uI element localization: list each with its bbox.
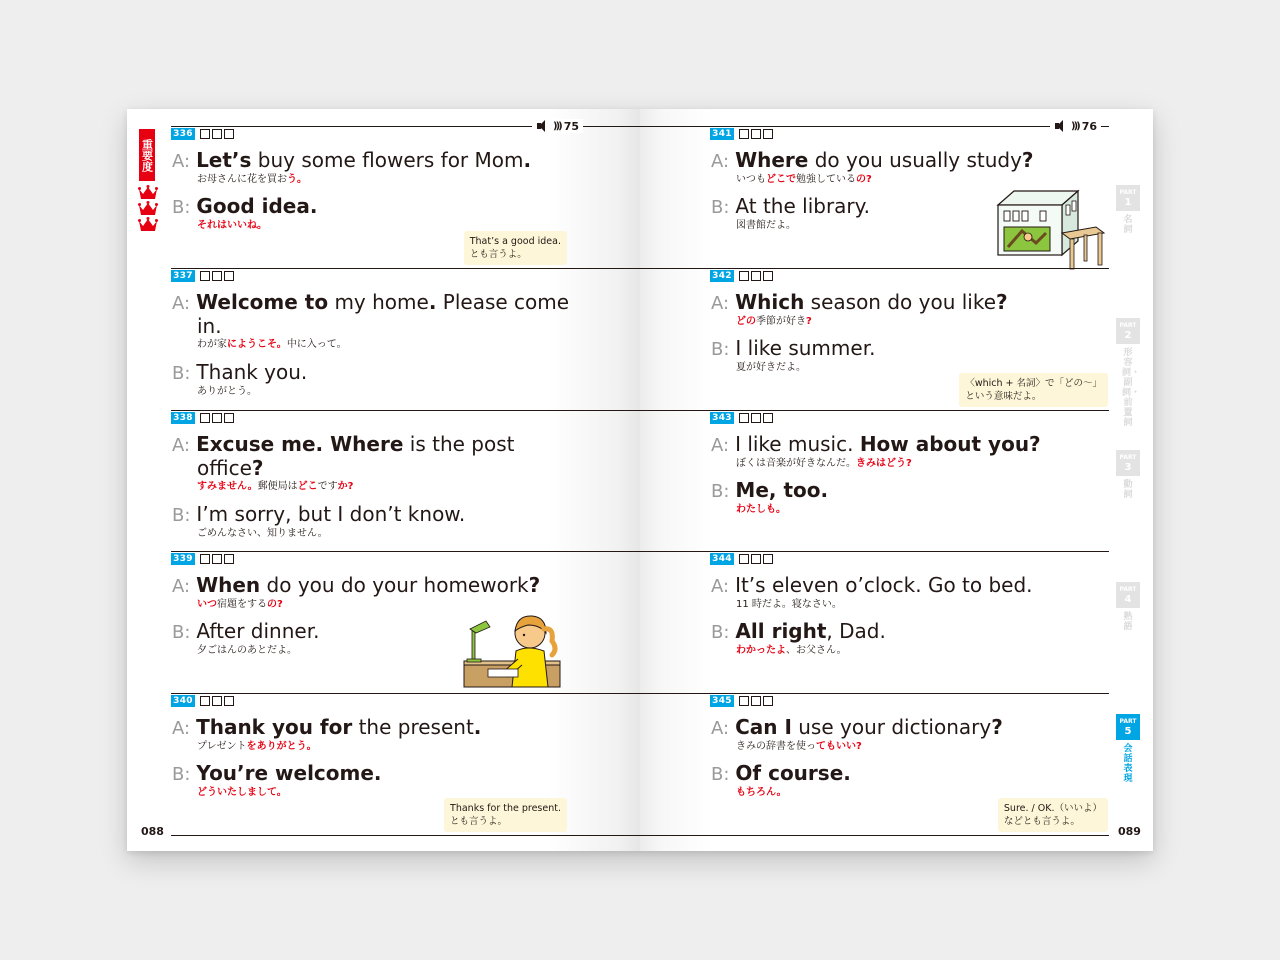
dialogue-text: Welcome to bbox=[196, 290, 329, 314]
tip-note-line: とも言うよ。 bbox=[469, 249, 527, 260]
dialogue-line-a bbox=[172, 573, 540, 599]
translation-b bbox=[736, 645, 847, 657]
dialogue-text: do you usually study bbox=[808, 148, 1022, 172]
part-tab-category: 動詞 bbox=[1123, 480, 1133, 500]
translation-a bbox=[197, 481, 353, 493]
dialogue-text: . bbox=[523, 148, 532, 172]
translation-b bbox=[736, 220, 796, 232]
translation-text: 勉強している bbox=[796, 174, 856, 185]
dialogue-line-b bbox=[172, 761, 382, 787]
translation-text: きみはどう? bbox=[856, 458, 912, 469]
translation-text: どこで bbox=[766, 174, 796, 185]
entry-number-badge: 339 bbox=[171, 553, 195, 565]
page-number: 088 bbox=[141, 825, 164, 838]
part-tab-label: PART bbox=[1119, 454, 1137, 461]
dialogue-text: Which bbox=[735, 290, 805, 314]
speaker-b-label: B: bbox=[711, 764, 730, 785]
dialogue-text: You’re welcome. bbox=[196, 761, 382, 785]
girl-studying-illustration bbox=[462, 611, 562, 689]
dialogue-text: office bbox=[197, 456, 252, 480]
dialogue-line-a bbox=[711, 290, 1008, 316]
speaker-b-label: B: bbox=[711, 481, 730, 502]
translation-a bbox=[197, 339, 347, 351]
entry-number-badge: 336 bbox=[171, 128, 195, 140]
left-page bbox=[127, 109, 640, 851]
part-tab-number: 5 bbox=[1124, 726, 1132, 737]
translation-b bbox=[197, 787, 287, 799]
checkbox-group[interactable] bbox=[200, 129, 234, 139]
dialogue-text: All right bbox=[735, 619, 827, 643]
translation-text: きみの辞書を使っ bbox=[736, 741, 816, 752]
checkbox-group[interactable] bbox=[739, 129, 773, 139]
translation-text: の? bbox=[856, 174, 872, 185]
review-checkbox[interactable] bbox=[739, 271, 749, 281]
translation-text: それはいいね。 bbox=[197, 220, 267, 231]
translation-text: ぼくは音楽が好きなんだ。 bbox=[736, 458, 856, 469]
dialogue-text: ? bbox=[996, 290, 1008, 314]
divider bbox=[640, 268, 1109, 269]
crown-icon bbox=[138, 217, 158, 233]
dialogue-text: use your dictionary bbox=[791, 715, 992, 739]
dialogue-text: . bbox=[473, 715, 482, 739]
part-tab-4[interactable] bbox=[1116, 582, 1140, 608]
dialogue-text: Can I bbox=[735, 715, 792, 739]
speaker-a-label: A: bbox=[172, 293, 191, 314]
part-tab-category: 会話表現 bbox=[1123, 744, 1133, 784]
speaker-b-label: B: bbox=[711, 197, 730, 218]
divider bbox=[171, 410, 640, 411]
review-checkbox[interactable] bbox=[200, 554, 210, 564]
part-tab-label: PART bbox=[1119, 718, 1137, 725]
tip-note-line: Thanks for the present. bbox=[450, 803, 561, 814]
dialogue-line-a bbox=[172, 432, 514, 458]
checkbox-group[interactable] bbox=[200, 413, 234, 423]
dialogue-text: Me, too. bbox=[735, 478, 829, 502]
translation-text: どういたしまして。 bbox=[197, 787, 287, 798]
translation-a bbox=[736, 458, 912, 470]
review-checkbox[interactable] bbox=[224, 271, 234, 281]
dialogue-line-b bbox=[711, 619, 886, 645]
tip-note-line: That’s a good idea. bbox=[469, 236, 561, 247]
translation-text: です bbox=[317, 481, 338, 492]
translation-text: わが家 bbox=[197, 339, 227, 350]
crown-icon bbox=[138, 201, 158, 217]
dialogue-text: Good idea. bbox=[196, 194, 318, 218]
translation-text: ごめんなさい、知りません。 bbox=[197, 528, 328, 539]
part-tab-category: 熟語 bbox=[1123, 612, 1133, 632]
dialogue-text: , Dad. bbox=[826, 619, 886, 643]
checkbox-group[interactable] bbox=[739, 696, 773, 706]
dialogue-text: Excuse me. Where bbox=[196, 432, 404, 456]
right-page bbox=[640, 109, 1153, 851]
entry-number-badge: 343 bbox=[710, 412, 734, 424]
book-spread bbox=[127, 109, 1153, 851]
translation-text: 図書館だよ。 bbox=[736, 220, 796, 231]
speaker-b-label: B: bbox=[172, 197, 191, 218]
speaker-a-label: A: bbox=[172, 151, 191, 172]
review-checkbox[interactable] bbox=[200, 129, 210, 139]
speaker-b-label: B: bbox=[172, 363, 191, 384]
translation-text: すみません。 bbox=[197, 481, 258, 492]
dialogue-line-a bbox=[172, 148, 531, 174]
translation-b bbox=[197, 645, 297, 657]
divider bbox=[640, 693, 1109, 694]
part-tab-number: 3 bbox=[1124, 462, 1132, 473]
dialogue-text: ? bbox=[1021, 148, 1034, 172]
review-checkbox[interactable] bbox=[763, 129, 773, 139]
dialogue-text: ? bbox=[528, 573, 541, 597]
checkbox-group[interactable] bbox=[739, 554, 773, 564]
translation-text: か? bbox=[337, 481, 354, 492]
dialogue-text: Where bbox=[735, 148, 809, 172]
translation-b bbox=[736, 787, 787, 799]
review-checkbox[interactable] bbox=[739, 696, 749, 706]
entry-number-badge: 340 bbox=[171, 695, 195, 707]
review-checkbox[interactable] bbox=[739, 129, 749, 139]
dialogue-text: How about you? bbox=[859, 432, 1041, 456]
speaker-b-label: B: bbox=[711, 622, 730, 643]
translation-text: もちろん。 bbox=[736, 787, 787, 798]
speaker-b-label: B: bbox=[172, 622, 191, 643]
tip-note bbox=[998, 798, 1108, 832]
translation-text: ? bbox=[806, 316, 812, 327]
translation-text: いつ bbox=[197, 599, 217, 610]
speaker-icon bbox=[1054, 120, 1068, 132]
review-checkbox[interactable] bbox=[224, 413, 234, 423]
dialogue-text: After dinner. bbox=[196, 619, 320, 643]
part-tab-category: 名詞 bbox=[1123, 215, 1133, 235]
dialogue-text: I’m sorry, but I don’t know. bbox=[196, 502, 466, 526]
dialogue-line-b bbox=[711, 194, 870, 220]
translation-text: どこ bbox=[297, 481, 318, 492]
dialogue-line-b bbox=[711, 761, 851, 787]
divider bbox=[171, 693, 640, 694]
review-checkbox[interactable] bbox=[200, 271, 210, 281]
dialogue-text: my home bbox=[328, 290, 429, 314]
translation-text: どの bbox=[736, 316, 756, 327]
dialogue-text: is the post bbox=[403, 432, 515, 456]
translation-text: 、お父さん。 bbox=[786, 645, 847, 656]
part-tab-number: 2 bbox=[1124, 330, 1132, 341]
review-checkbox[interactable] bbox=[751, 129, 761, 139]
crown-icon bbox=[138, 185, 158, 201]
checkbox-group[interactable] bbox=[739, 271, 773, 281]
tip-note-line: という意味だよ。 bbox=[965, 391, 1042, 402]
part-tab-number: 1 bbox=[1124, 197, 1132, 208]
dialogue-text: . bbox=[428, 290, 437, 314]
bottom-rule bbox=[640, 835, 1109, 836]
translation-text: 中に入って。 bbox=[286, 339, 347, 350]
dialogue-text: When bbox=[196, 573, 261, 597]
translation-b bbox=[197, 528, 328, 540]
translation-text: ありがとう。 bbox=[197, 386, 257, 397]
review-checkbox[interactable] bbox=[212, 413, 222, 423]
review-checkbox[interactable] bbox=[212, 129, 222, 139]
checkbox-group[interactable] bbox=[200, 554, 234, 564]
review-checkbox[interactable] bbox=[200, 413, 210, 423]
top-rule bbox=[640, 126, 1109, 127]
dialogue-line-b bbox=[172, 360, 307, 386]
translation-text: 郵便局は bbox=[257, 481, 298, 492]
review-checkbox[interactable] bbox=[212, 554, 222, 564]
speaker-b-label: B: bbox=[711, 339, 730, 360]
part-tab-label: PART bbox=[1119, 189, 1137, 196]
bottom-rule bbox=[171, 835, 640, 836]
dialogue-text: It’s eleven o’clock. Go to bed. bbox=[735, 573, 1033, 597]
dialogue-line-a bbox=[172, 290, 569, 316]
dialogue-line-a-continued: in. bbox=[197, 314, 222, 338]
dialogue-text: Please come bbox=[436, 290, 570, 314]
part-tab-2[interactable] bbox=[1116, 318, 1140, 344]
dialogue-line-a bbox=[711, 432, 1041, 458]
dialogue-line-b bbox=[172, 619, 319, 645]
tip-note bbox=[959, 373, 1108, 407]
tip-note-line: などとも言うよ。 bbox=[1003, 816, 1080, 827]
speaker-a-label: A: bbox=[711, 576, 730, 597]
translation-text: う。 bbox=[287, 174, 307, 185]
translation-text: 宿題をする bbox=[217, 599, 267, 610]
speaker-a-label: A: bbox=[172, 718, 191, 739]
review-checkbox[interactable] bbox=[763, 271, 773, 281]
translation-text: をありがとう。 bbox=[246, 741, 317, 752]
review-checkbox[interactable] bbox=[212, 696, 222, 706]
dialogue-line-a bbox=[711, 573, 1033, 599]
dialogue-text: the present bbox=[352, 715, 474, 739]
entry-number-badge: 345 bbox=[710, 695, 734, 707]
divider bbox=[171, 551, 640, 552]
dialogue-text: ? bbox=[991, 715, 1003, 739]
speaker-a-label: A: bbox=[711, 718, 730, 739]
dialogue-text: season do you like bbox=[804, 290, 997, 314]
part-tab-5[interactable] bbox=[1116, 714, 1140, 740]
review-checkbox[interactable] bbox=[212, 271, 222, 281]
dialogue-text: Thank you. bbox=[196, 360, 308, 384]
review-checkbox[interactable] bbox=[763, 413, 773, 423]
divider bbox=[640, 551, 1109, 552]
translation-b bbox=[736, 362, 806, 374]
dialogue-text: Thank you for bbox=[196, 715, 353, 739]
translation-text: にようこそ。 bbox=[227, 339, 287, 350]
part-tab-number: 4 bbox=[1124, 594, 1132, 605]
dialogue-line-a-continued bbox=[197, 456, 263, 480]
dialogue-text: I like summer. bbox=[735, 336, 876, 360]
entry-number-badge: 342 bbox=[710, 270, 734, 282]
review-checkbox[interactable] bbox=[751, 413, 761, 423]
audio-track[interactable]: ))) 75 bbox=[532, 119, 583, 133]
entry-number-badge: 337 bbox=[171, 270, 195, 282]
review-checkbox[interactable] bbox=[224, 554, 234, 564]
checkbox-group[interactable] bbox=[739, 413, 773, 423]
speaker-a-label: A: bbox=[172, 576, 191, 597]
translation-text: お母さんに花を買お bbox=[197, 174, 287, 185]
translation-text: いつも bbox=[736, 174, 766, 185]
translation-text: プレゼント bbox=[197, 741, 247, 752]
translation-text: てもいい? bbox=[816, 741, 862, 752]
translation-text: わたしも。 bbox=[736, 504, 786, 515]
translation-b bbox=[197, 220, 267, 232]
dialogue-text: ? bbox=[251, 456, 264, 480]
divider bbox=[171, 268, 640, 269]
divider bbox=[640, 410, 1109, 411]
sound-waves-icon: ))) bbox=[1071, 120, 1079, 132]
translation-text: わかったよ bbox=[736, 645, 786, 656]
dialogue-text: Let’s bbox=[196, 148, 252, 172]
checkbox-group[interactable] bbox=[200, 271, 234, 281]
review-checkbox[interactable] bbox=[224, 696, 234, 706]
speaker-a-label: A: bbox=[711, 151, 730, 172]
entry-number-badge: 341 bbox=[710, 128, 734, 140]
speaker-b-label: B: bbox=[172, 764, 191, 785]
review-checkbox[interactable] bbox=[739, 413, 749, 423]
dialogue-text: do you do your homework bbox=[260, 573, 529, 597]
speaker-icon bbox=[536, 120, 550, 132]
translation-text: の? bbox=[267, 599, 283, 610]
tip-note bbox=[464, 231, 567, 265]
importance-label bbox=[139, 129, 155, 181]
speaker-a-label: A: bbox=[711, 435, 730, 456]
tip-note-line: 〈which + 名詞〉で「どの〜」 bbox=[965, 378, 1102, 389]
tip-note-line: とも言うよ。 bbox=[450, 816, 508, 827]
translation-a bbox=[736, 174, 872, 186]
dialogue-line-a bbox=[711, 715, 1003, 741]
sound-waves-icon: ))) bbox=[553, 120, 561, 132]
dialogue-text: I like music. bbox=[735, 432, 860, 456]
dialogue-text: At the library. bbox=[735, 194, 870, 218]
dialogue-text: Of course. bbox=[735, 761, 851, 785]
importance-text: 重要度 bbox=[140, 138, 154, 172]
review-checkbox[interactable] bbox=[763, 696, 773, 706]
dialogue-line-a bbox=[711, 148, 1034, 174]
dialogue-line-b bbox=[172, 194, 317, 220]
review-checkbox[interactable] bbox=[763, 554, 773, 564]
translation-a bbox=[197, 599, 283, 611]
speaker-a-label: A: bbox=[711, 293, 730, 314]
translation-a bbox=[197, 741, 317, 753]
translation-text: 11 時だよ。寝なさい。 bbox=[736, 599, 842, 610]
page-number: 089 bbox=[1118, 825, 1141, 838]
review-checkbox[interactable] bbox=[739, 554, 749, 564]
library-building-illustration bbox=[992, 183, 1110, 275]
review-checkbox[interactable] bbox=[200, 696, 210, 706]
translation-b bbox=[736, 504, 786, 516]
part-tab-category: 形容詞・副詞・前置詞 bbox=[1122, 348, 1141, 428]
dialogue-line-b bbox=[711, 336, 875, 362]
part-tab-3[interactable] bbox=[1116, 450, 1140, 476]
entry-number-badge: 344 bbox=[710, 553, 734, 565]
translation-a bbox=[736, 599, 842, 611]
dialogue-text: buy some flowers for Mom bbox=[251, 148, 524, 172]
dialogue-line-a bbox=[172, 715, 481, 741]
entry-number-badge: 338 bbox=[171, 412, 195, 424]
checkbox-group[interactable] bbox=[200, 696, 234, 706]
tip-note-line: Sure. / OK.（いいよ） bbox=[1003, 803, 1102, 814]
speaker-b-label: B: bbox=[172, 505, 191, 526]
review-checkbox[interactable] bbox=[751, 696, 761, 706]
part-tab-label: PART bbox=[1119, 322, 1137, 329]
speaker-a-label: A: bbox=[172, 435, 191, 456]
audio-track[interactable]: ))) 76 bbox=[1050, 119, 1101, 133]
review-checkbox[interactable] bbox=[751, 554, 761, 564]
translation-text: 季節が好き bbox=[756, 316, 806, 327]
part-tab-1[interactable] bbox=[1116, 185, 1140, 211]
translation-text: 夕ごはんのあとだよ。 bbox=[197, 645, 297, 656]
dialogue-line-b bbox=[172, 502, 465, 528]
dialogue-line-b bbox=[711, 478, 828, 504]
translation-a bbox=[197, 174, 307, 186]
translation-text: 夏が好きだよ。 bbox=[736, 362, 806, 373]
translation-a bbox=[736, 741, 862, 753]
review-checkbox[interactable] bbox=[224, 129, 234, 139]
translation-b bbox=[197, 386, 257, 398]
review-checkbox[interactable] bbox=[751, 271, 761, 281]
translation-a bbox=[736, 316, 812, 328]
tip-note bbox=[444, 798, 567, 832]
part-tab-label: PART bbox=[1119, 586, 1137, 593]
